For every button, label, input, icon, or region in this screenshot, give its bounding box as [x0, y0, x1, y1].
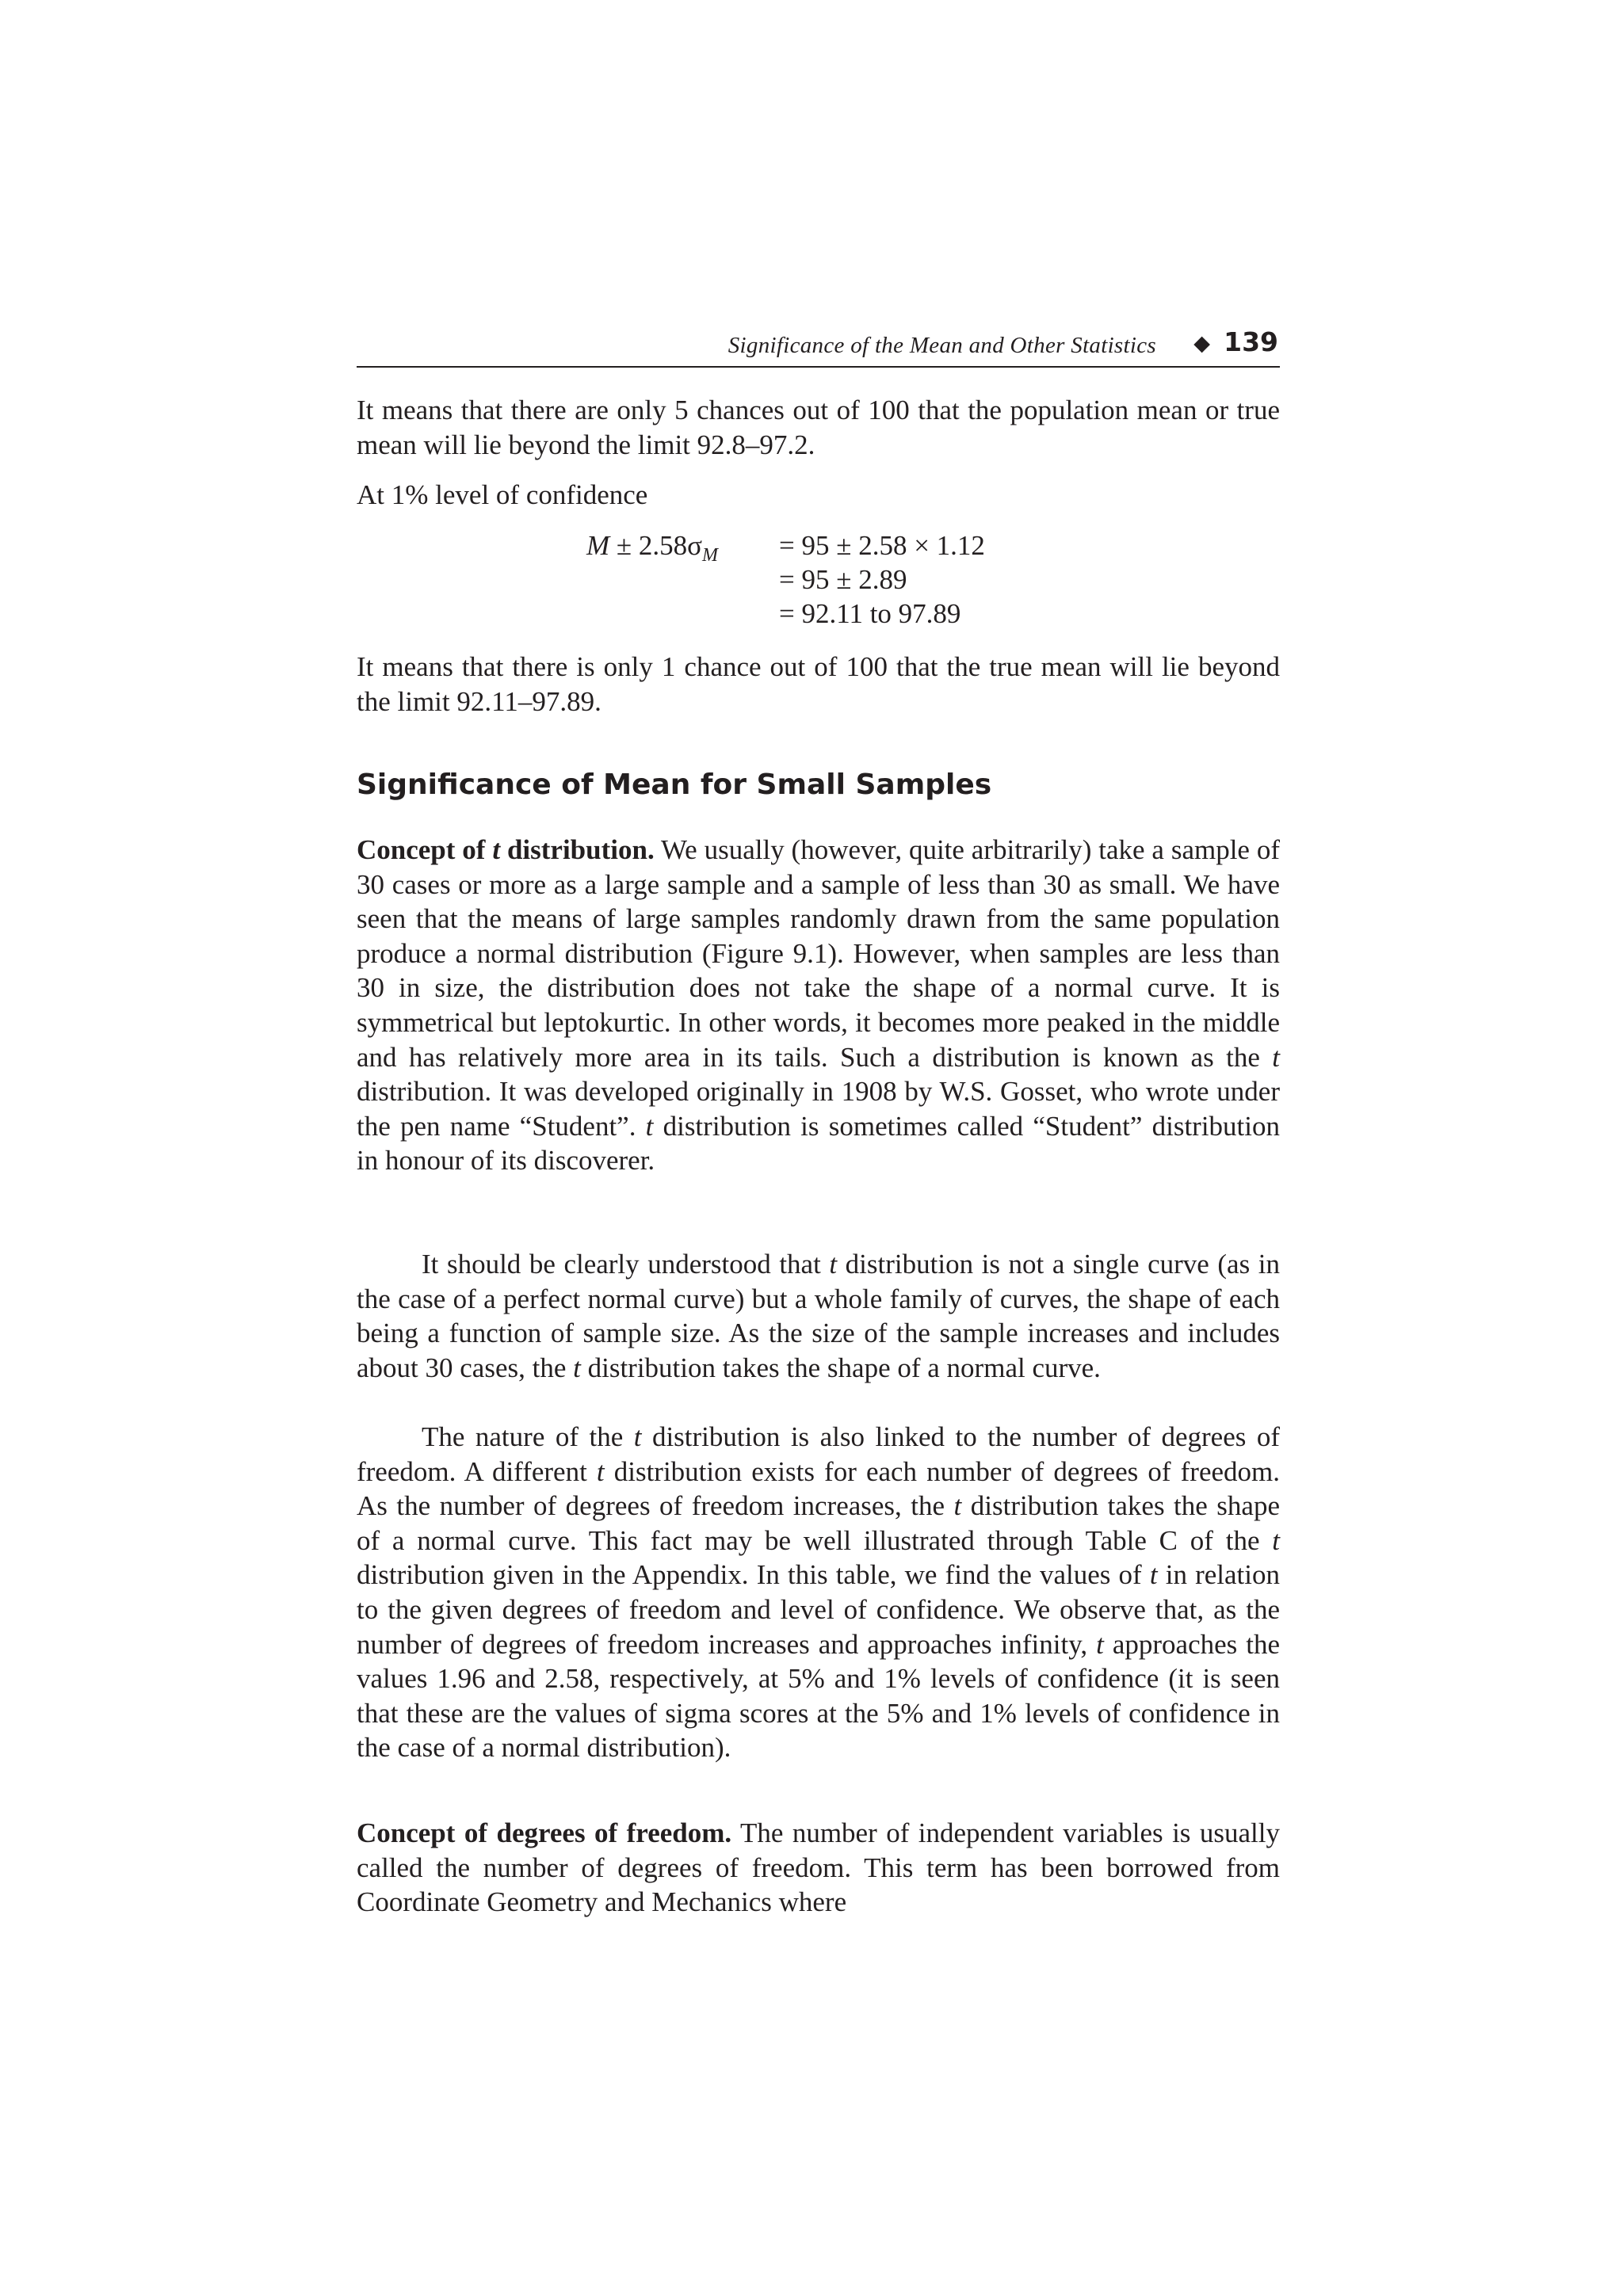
paragraph-4-text-3: distribution is sometimes called “Student” distribution in honour of its discoverer. [357, 1110, 1280, 1177]
paragraph-6-text-7: approaches the values 1.96 and 2.58, respectively, at 5% and 1% levels of confidence (it is seen that these are the values of sigma scores at the 5% and 1% levels of confidence in the case of a normal distribution). [357, 1628, 1280, 1764]
paragraph-6-t-5: t [1149, 1559, 1158, 1591]
paragraph-6-text-1: The nature of the [422, 1421, 634, 1452]
paragraph-5-text-3: distribution takes the shape of a normal curve. [580, 1352, 1101, 1383]
paragraph-6-t-1: t [633, 1421, 642, 1452]
equation-line-3: = 92.11 to 97.89 [779, 598, 961, 629]
paragraph-6-text-5: distribution given in the Appendix. In this table, we find the values of [357, 1559, 1150, 1591]
paragraph-4-t-2: t [645, 1110, 654, 1142]
paragraph-6-t-3: t [953, 1490, 962, 1522]
paragraph-5-text-2: distribution is not a single curve (as in the case of a perfect normal curve) but a whole family of curves, the shape of each being a function of sample size. As the size of the sample increases and includes about 30 cases, the [357, 1249, 1280, 1383]
paragraph-7-lead: Concept of degrees of freedom. [357, 1817, 732, 1848]
equation-line-1: = 95 ± 2.58 × 1.12 [779, 530, 985, 561]
section-heading: Significance of Mean for Small Samples [357, 769, 992, 801]
paragraph-7-text-1: The number of independent variables is usually called the number of degrees of freedom. This term has been borrowed from Coordinate Geometry and Mechanics where [357, 1817, 1280, 1918]
equation-lhs-expr: ± 2.58σ [616, 530, 702, 561]
paragraph-7 [357, 1816, 1280, 1920]
paragraph-6-text-3: distribution exists for each number of degrees of freedom. As the number of degrees of freedom increases, the [357, 1455, 1280, 1522]
paragraph-3: It means that there is only 1 chance out of 100 that the true mean will lie beyond the limit 92.11–97.89. [357, 651, 1280, 717]
paragraph-6-text-2: distribution is also linked to the number of degrees of freedom. A different [357, 1421, 1280, 1487]
paragraph-6-text-4: distribution takes the shape of a normal curve. This fact may be well illustrated through Table C of the [357, 1490, 1280, 1556]
equation-lhs-subscript: M [701, 545, 718, 566]
page-number: 139 [1224, 326, 1278, 357]
paragraph-4-text-1: We usually (however, quite arbitrarily) take a sample of 30 cases or more as a large sample and a sample of less than 30 as small. We have seen that the means of large samples randomly drawn from the same population produce a normal distribution (Figure 9.1). However, when samples are less than 30 in size, the distribution does not take the shape of a normal curve. It is symmetrical but leptokurtic. In other words, it becomes more peaked in the middle and has relatively more area in its tails. Such a distribution is known as the [357, 834, 1280, 1073]
paragraph-4-lead-b: distribution. [500, 834, 655, 865]
equation-lhs [586, 528, 718, 573]
paragraph-6-t-4: t [1272, 1524, 1280, 1556]
equation-line-2: = 95 ± 2.89 [779, 564, 907, 595]
paragraph-5-t-1: t [829, 1249, 838, 1280]
running-head [357, 326, 1280, 368]
paragraph-6-text-6: in relation to the given degrees of freedom and level of confidence. We observe that, as the number of degrees of freedom increases and approaches infinity, [357, 1559, 1280, 1660]
running-head-title: Significance of the Mean and Other Statistics [727, 333, 1156, 358]
paragraph-5-text-1: It should be clearly understood that [422, 1249, 830, 1280]
paragraph-1: It means that there are only 5 chances out of 100 that the population mean or true mean will lie beyond the limit 92.8–97.2. [357, 395, 1280, 460]
paragraph-5-t-2: t [573, 1352, 581, 1383]
equation-lhs-var: M [586, 530, 610, 561]
paragraph-2: At 1% level of confidence [357, 479, 648, 510]
paragraph-6-t-2: t [596, 1455, 605, 1487]
paragraph-6 [357, 1420, 1280, 1765]
paragraph-4-text-2: distribution. It was developed originally in 1908 by W.S. Gosset, who wrote under the pen name “Student”. [357, 1076, 1280, 1142]
paragraph-4-lead [357, 834, 655, 865]
paragraph-4-lead-t: t [492, 834, 501, 865]
paragraph-4-lead-a: Concept of [357, 834, 493, 865]
paragraph-4 [357, 833, 1280, 1178]
diamond-icon: ◆ [1193, 331, 1210, 356]
paragraph-6-t-6: t [1096, 1628, 1104, 1660]
paragraph-4-t-1: t [1272, 1041, 1280, 1073]
paragraph-5 [357, 1247, 1280, 1385]
